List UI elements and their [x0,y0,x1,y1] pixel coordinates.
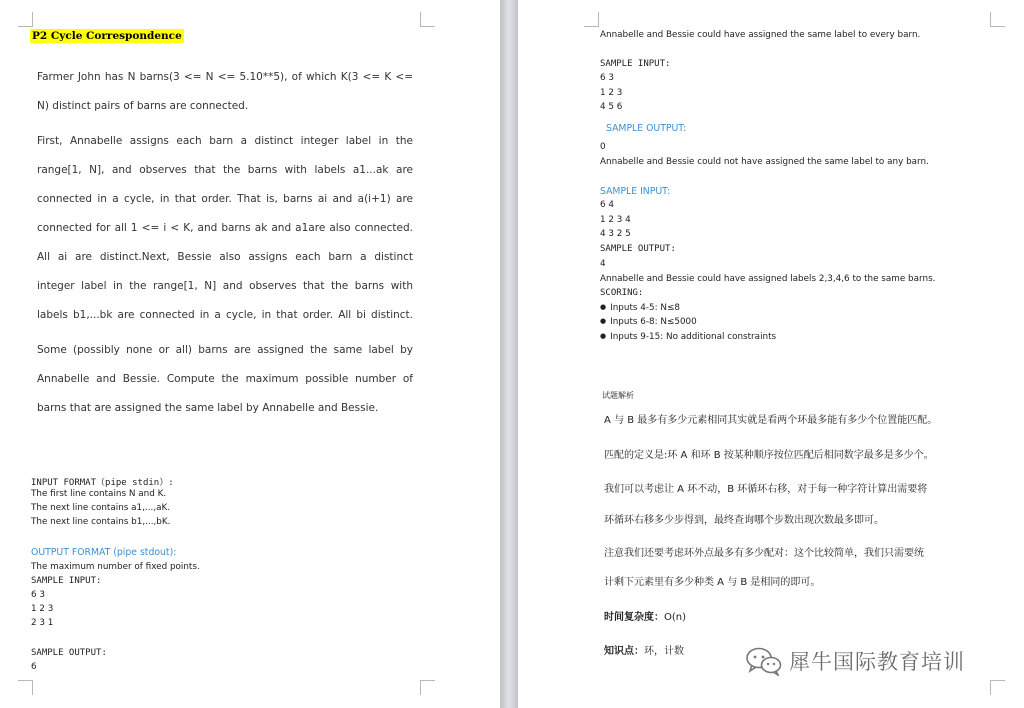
margin-mark [990,12,1005,27]
paragraph-line: integer label in the range[1, N] and observes that the barns with [37,280,413,292]
complexity-value: O(n) [664,612,687,623]
sample-note: Annabelle and Bessie could have assigned the same label to every barn. [600,30,921,40]
complexity-row [604,608,686,623]
margin-mark [18,12,33,27]
paragraph-line: Annabelle and Bessie. Compute the maximum possible number of [37,373,413,385]
analysis-line: 计剩下元素里有多少种类 A 与 B 是相同的即可。 [604,577,821,588]
sample-input-line: 4 5 6 [600,102,623,112]
paragraph-line: connected for all 1 <= i < K, and barns ak and a1are also connected. [37,222,413,234]
sample-input-line: 4 3 2 5 [600,229,631,239]
page-gap [500,0,518,708]
paragraph-line: Farmer John has N barns(3 <= N <= 5.10**5), of which K(3 <= K <= [37,71,413,83]
sample-input-label: SAMPLE INPUT: [600,59,671,69]
analysis-line: 匹配的定义是:环 A 和环 B 按某种顺序按位匹配后相同数字最多是多少个。 [604,450,934,461]
margin-mark [420,680,435,695]
margin-mark [584,12,599,27]
sample-input-line: 6 4 [600,200,614,210]
margin-mark [18,680,33,695]
analysis-line: 注意我们还要考虑环外点最多有多少配对：这个比较简单，我们只需要统 [604,548,924,559]
paragraph-line: First, Annabelle assigns each barn a distinct integer label in the [37,135,413,147]
knowledge-label: 知识点： [604,646,644,657]
sample-input-label: SAMPLE INPUT: [600,186,670,197]
margin-mark [990,680,1005,695]
sample-input-line: 1 2 3 4 [600,215,631,225]
sample-output-value: 6 [31,662,37,672]
input-format-label: INPUT FORMAT（pipe stdin）: [31,478,174,488]
paragraph-line: N) distinct pairs of barns are connected. [37,100,249,112]
sample-input-line: 6 3 [600,73,614,83]
sample-output-label: SAMPLE OUTPUT: [606,123,687,134]
margin-mark [420,12,435,27]
sample-input-line: 2 3 1 [31,618,54,628]
paragraph-line: barns that are assigned the same label by Annabelle and Bessie. [37,402,379,414]
sample-note: Annabelle and Bessie could not have assigned the same label to any barn. [600,157,929,167]
paragraph-line: Some (possibly none or all) barns are assigned the same label by [37,344,413,356]
input-format-line: The first line contains N and K. [31,489,167,499]
document-page-left [0,0,500,708]
knowledge-value: 环，计数 [644,646,684,657]
paragraph-line: range[1, N], and observes that the barns with labels a1...ak are [37,164,413,176]
watermark-text: 犀牛国际教育培训 [789,650,965,674]
scoring-item: ● Inputs 6-8: N≤5000 [600,317,697,327]
complexity-label: 时间复杂度： [604,612,664,623]
sample-input-label: SAMPLE INPUT: [31,576,102,586]
paragraph-line: connected in a cycle, in that order. That is, barns ai and a(i+1) are [37,193,413,205]
input-format-line: The next line contains a1,...,aK. [31,503,171,513]
analysis-heading: 试题解析 [602,391,634,400]
sample-output-label: SAMPLE OUTPUT: [31,648,107,658]
sample-output-value: 4 [600,259,606,269]
analysis-line: 我们可以考虑让 A 环不动，B 环循环右移，对于每一种字符计算出需要将 [604,484,928,495]
input-format-line: The next line contains b1,...,bK. [31,517,171,527]
sample-note: Annabelle and Bessie could have assigned labels 2,3,4,6 to the same barns. [600,274,936,284]
document-page-right [518,0,1024,708]
paragraph-line: labels b1,...bk are connected in a cycle, in that order. All bi distinct. [37,309,413,321]
wechat-icon [745,646,783,676]
sample-input-line: 1 2 3 [600,88,623,98]
scoring-item: ● Inputs 9-15: No additional constraints [600,332,776,342]
knowledge-row [604,642,684,657]
analysis-line: 环循环右移多少步得到，最终查询哪个步数出现次数最多即可。 [604,515,884,526]
scoring-item: ● Inputs 4-5: N≤8 [600,303,680,313]
document-title: P2 Cycle Correspondence [32,30,182,42]
sample-output-value: 0 [600,142,606,152]
paragraph-line: All ai are distinct.Next, Bessie also assigns each barn a distinct [37,251,413,263]
output-format-label: OUTPUT FORMAT (pipe stdout): [31,547,177,558]
sample-input-line: 6 3 [31,590,45,600]
scoring-label: SCORING: [600,288,644,298]
sample-input-line: 1 2 3 [31,604,54,614]
output-format-desc: The maximum number of fixed points. [31,562,200,572]
watermark [745,646,965,676]
sample-output-label: SAMPLE OUTPUT: [600,244,676,254]
analysis-line: A 与 B 最多有多少元素相同其实就是看两个环最多能有多少个位置能匹配。 [604,415,938,426]
